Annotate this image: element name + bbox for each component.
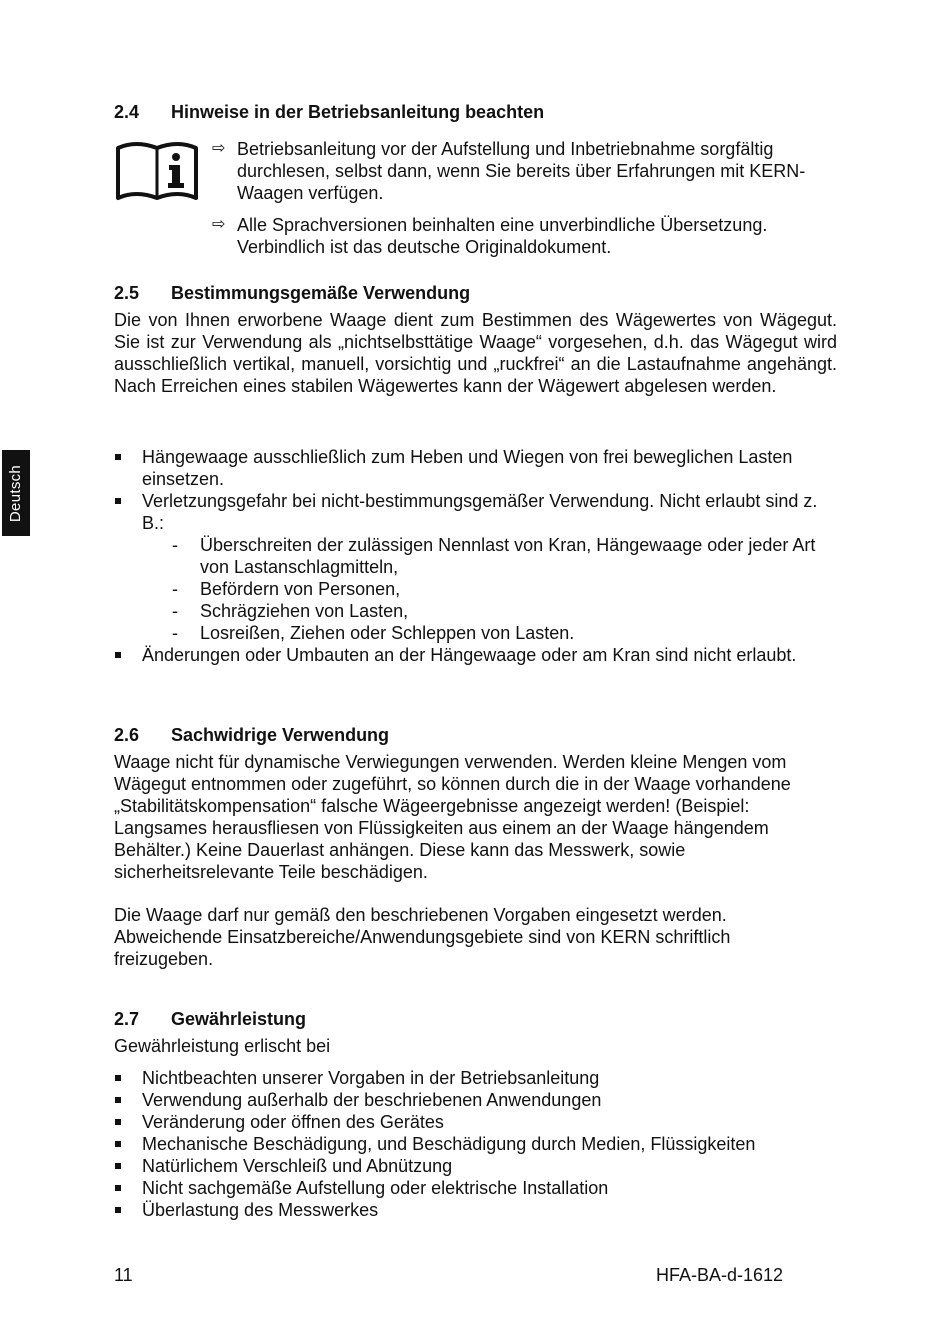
list-item [114,1089,844,1111]
list-item-text: Hängewaage ausschließlich zum Heben und Wiegen von frei beweglichen Lasten einsetzen. [142,447,793,489]
section-heading-2-6 [114,724,389,746]
square-bullet-icon [115,1097,121,1103]
list-item [114,1133,844,1155]
list-item [114,446,844,490]
list-item-text: Natürlichem Verschleiß und Abnützung [142,1156,453,1176]
list-item [114,490,844,644]
prohibited-uses-list [142,534,844,644]
section-paragraph: Die von Ihnen erworbene Waage dient zum Bestimmen des Wägewertes von Wägegut. Sie ist zur Verwendung als „nichtselbsttätige Waage“ vorgesehen, d.h. das Wägegut wird ausschließlich vertikal, manuell, vorsichtig und „ruckfrei“ an die Lastaufnahme angehängt. Nach Erreichen eines stabilen Wägewertes kann der Wägewert abgelesen werden. [114,310,837,396]
square-bullet-icon [115,1163,121,1169]
square-bullet-icon [115,1207,121,1213]
hint-text: Betriebsanleitung vor der Aufstellung und Inbetriebnahme sorgfältig durchlesen, selbst dann, wenn Sie bereits über Erfahrungen mit KERN- Waagen verfügen. [237,139,806,203]
language-side-tab-label: Deutsch [7,464,25,522]
sub-list-item-text: Überschreiten der zulässigen Nennlast von Kran, Hängewaage oder jeder Art von Lastanschlagmitteln, [200,535,816,577]
list-item [114,1067,844,1089]
sub-list-item-text: Losreißen, Ziehen oder Schleppen von Lasten. [200,623,575,643]
hint-item [212,214,837,258]
square-bullet-icon [115,454,121,460]
sub-list-item [142,534,844,578]
section-number: 2.5 [114,283,140,303]
hint-item [212,138,837,204]
list-item-text: Überlastung des Messwerkes [142,1200,379,1220]
square-bullet-icon [115,498,121,504]
list-item [114,1155,844,1177]
sub-list-item [142,578,844,600]
section-title: Hinweise in der Betriebsanleitung beachten [171,102,545,122]
list-item [114,1199,844,1221]
hollow-arrow-icon: ⇨ [212,140,226,157]
section-title: Gewährleistung [171,1009,307,1029]
list-item-text: Verletzungsgefahr bei nicht-bestimmungsgemäßer Verwendung. Nicht erlaubt sind z. B.: [142,491,818,533]
square-bullet-icon [115,1075,121,1081]
square-bullet-icon [115,1119,121,1125]
list-item-text: Änderungen oder Umbauten an der Hängewaage oder am Kran sind nicht erlaubt. [142,645,797,665]
section-intro: Gewährleistung erlischt bei [114,1036,331,1056]
square-bullet-icon [115,652,121,658]
sub-list-item [142,622,844,644]
usage-bullet-list [114,446,844,666]
document-id: HFA-BA-d-1612 [656,1265,784,1285]
sub-list-item-text: Schrägziehen von Lasten, [200,601,409,621]
manual-info-icon [114,138,200,206]
section-number: 2.4 [114,102,140,122]
page-number: 11 [114,1265,133,1285]
section-heading-2-7 [114,1008,306,1030]
list-item [114,644,844,666]
list-item [114,1177,844,1199]
section-number: 2.7 [114,1009,140,1029]
section-heading-2-4 [114,101,544,123]
list-item-text: Veränderung oder öffnen des Gerätes [142,1112,444,1132]
list-item [114,1111,844,1133]
section-heading-2-5 [114,282,470,304]
warranty-bullet-list [114,1067,844,1221]
list-item-text: Verwendung außerhalb der beschriebenen Anwendungen [142,1090,602,1110]
section-paragraph: Die Waage darf nur gemäß den beschriebenen Vorgaben eingesetzt werden. Abweichende Einsatzbereiche/Anwendungsgebiete sind von KERN schriftlich freizugeben. [114,905,731,969]
section-number: 2.6 [114,725,140,745]
list-item-text: Mechanische Beschädigung, und Beschädigung durch Medien, Flüssigkeiten [142,1134,756,1154]
section-paragraph: Waage nicht für dynamische Verwiegungen verwenden. Werden kleine Mengen vom Wägegut entnommen oder zugeführt, so können durch die in der Waage vorhandene „Stabilitätskompensation“ falsche Wägeergebnisse angezeigt werden! (Beispiel: Langsames herausfliesen von Flüssigkeiten aus einem an der Waage hängendem Behälter.) Keine Dauerlast anhängen. Diese kann das Messwerk, sowie sicherheitsrelevante Teile beschädigen. [114,752,791,882]
hollow-arrow-icon: ⇨ [212,216,226,233]
list-item-text: Nichtbeachten unserer Vorgaben in der Betriebsanleitung [142,1068,600,1088]
section-title: Bestimmungsgemäße Verwendung [171,283,471,303]
dash-bullet: - [172,579,178,599]
language-side-tab [2,450,30,536]
square-bullet-icon [115,1141,121,1147]
hint-text: Alle Sprachversionen beinhalten eine unverbindliche Übersetzung. Verbindlich ist das deutsche Originaldokument. [237,215,768,257]
sub-list-item [142,600,844,622]
dash-bullet: - [172,601,178,621]
section-title: Sachwidrige Verwendung [171,725,390,745]
sub-list-item-text: Befördern von Personen, [200,579,401,599]
dash-bullet: - [172,623,178,643]
square-bullet-icon [115,1185,121,1191]
list-item-text: Nicht sachgemäße Aufstellung oder elektrische Installation [142,1178,609,1198]
dash-bullet: - [172,535,178,555]
